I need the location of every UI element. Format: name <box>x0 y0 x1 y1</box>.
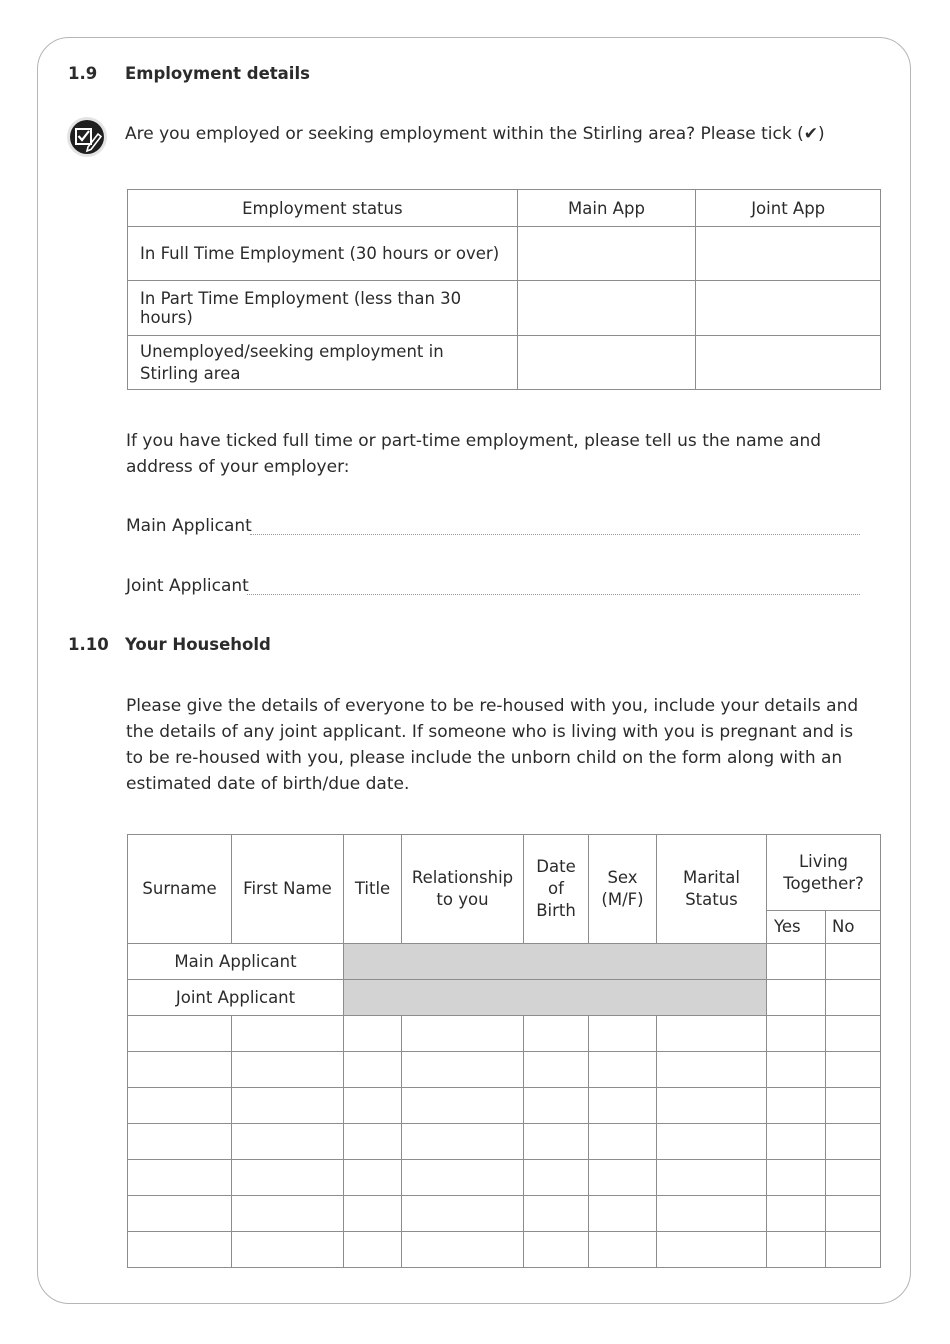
row-full-time: In Full Time Employment (30 hours or over) <box>128 227 518 281</box>
table-cell[interactable] <box>767 1160 826 1196</box>
table-cell[interactable] <box>402 1088 524 1124</box>
table-row[interactable] <box>128 1016 881 1052</box>
table-cell[interactable] <box>344 1160 402 1196</box>
main-applicant-employer-field[interactable] <box>250 534 860 535</box>
col-surname: Surname <box>128 835 232 944</box>
table-row[interactable] <box>128 1196 881 1232</box>
table-cell[interactable] <box>232 1196 344 1232</box>
row-part-time: In Part Time Employment (less than 30 hours) <box>128 281 518 336</box>
main-applicant-row-label: Main Applicant <box>128 944 344 980</box>
unemployed-main-tick[interactable] <box>517 336 696 390</box>
household-instructions: Please give the details of everyone to be re-housed with you, include your details and the details of any joint applicant. If someone who is living with you is pregnant and is to be re-housed with you, please include the unborn child on the form along with an estimated date of birth/due date. <box>126 696 859 794</box>
table-cell[interactable] <box>589 1124 657 1160</box>
section-number: 1.9 <box>68 64 98 83</box>
section-number: 1.10 <box>68 635 109 654</box>
table-cell[interactable] <box>826 1016 881 1052</box>
table-cell[interactable] <box>524 1088 589 1124</box>
col-first-name: First Name <box>232 835 344 944</box>
table-cell[interactable] <box>344 1016 402 1052</box>
tick-box-pen-icon <box>66 116 108 158</box>
table-cell[interactable] <box>657 1232 767 1268</box>
table-row[interactable] <box>128 1232 881 1268</box>
table-cell[interactable] <box>524 1124 589 1160</box>
table-cell[interactable] <box>589 1088 657 1124</box>
table-cell[interactable] <box>344 1124 402 1160</box>
table-cell[interactable] <box>524 1052 589 1088</box>
section-title: Your Household <box>125 635 271 654</box>
table-cell[interactable] <box>128 1124 232 1160</box>
table-row[interactable] <box>128 1088 881 1124</box>
col-sex: Sex (M/F) <box>589 835 657 944</box>
col-no: No <box>826 911 881 944</box>
table-cell[interactable] <box>767 1052 826 1088</box>
joint-living-yes[interactable] <box>767 980 826 1016</box>
table-row[interactable] <box>128 1160 881 1196</box>
main-applicant-label: Main Applicant <box>126 516 252 536</box>
table-cell[interactable] <box>767 1232 826 1268</box>
table-cell[interactable] <box>128 1160 232 1196</box>
table-cell[interactable] <box>657 1160 767 1196</box>
joint-applicant-row-label: Joint Applicant <box>128 980 344 1016</box>
main-living-no[interactable] <box>826 944 881 980</box>
col-date-of-birth: Date of Birth <box>524 835 589 944</box>
joint-applicant-employer-field[interactable] <box>247 594 860 595</box>
part-time-joint-tick[interactable] <box>696 281 881 336</box>
employment-status-table <box>127 189 881 390</box>
table-cell[interactable] <box>826 1196 881 1232</box>
table-cell[interactable] <box>826 1052 881 1088</box>
table-cell[interactable] <box>232 1052 344 1088</box>
table-cell[interactable] <box>767 1016 826 1052</box>
table-row <box>128 980 881 1016</box>
table-row[interactable] <box>128 1124 881 1160</box>
greyed-cell <box>344 944 767 980</box>
table-cell[interactable] <box>826 1124 881 1160</box>
table-cell[interactable] <box>657 1088 767 1124</box>
table-row <box>128 944 881 980</box>
table-cell[interactable] <box>589 1052 657 1088</box>
table-cell[interactable] <box>344 1232 402 1268</box>
table-cell[interactable] <box>344 1052 402 1088</box>
col-marital-status: Marital Status <box>657 835 767 944</box>
table-cell[interactable] <box>524 1196 589 1232</box>
col-living-together: Living Together? <box>767 835 881 911</box>
table-cell[interactable] <box>344 1088 402 1124</box>
section-title: Employment details <box>125 64 310 83</box>
table-cell[interactable] <box>402 1160 524 1196</box>
table-cell[interactable] <box>344 1196 402 1232</box>
table-cell[interactable] <box>524 1160 589 1196</box>
joint-applicant-employer-line[interactable] <box>126 576 249 596</box>
table-cell[interactable] <box>657 1016 767 1052</box>
full-time-main-tick[interactable] <box>517 227 696 281</box>
table-cell[interactable] <box>767 1124 826 1160</box>
table-cell[interactable] <box>589 1160 657 1196</box>
table-cell[interactable] <box>232 1088 344 1124</box>
table-row[interactable] <box>128 1052 881 1088</box>
table-cell[interactable] <box>232 1232 344 1268</box>
full-time-joint-tick[interactable] <box>696 227 881 281</box>
table-cell[interactable] <box>402 1124 524 1160</box>
household-table <box>127 834 881 1268</box>
table-cell[interactable] <box>589 1016 657 1052</box>
table-cell[interactable] <box>128 1016 232 1052</box>
col-main-app: Main App <box>517 190 696 227</box>
row-unemployed: Unemployed/seeking employment in Stirling area <box>128 336 518 390</box>
table-cell[interactable] <box>657 1124 767 1160</box>
table-cell[interactable] <box>767 1196 826 1232</box>
table-cell[interactable] <box>589 1232 657 1268</box>
table-cell[interactable] <box>402 1052 524 1088</box>
table-cell[interactable] <box>232 1160 344 1196</box>
col-employment-status: Employment status <box>128 190 518 227</box>
table-cell[interactable] <box>524 1016 589 1052</box>
table-cell[interactable] <box>767 1088 826 1124</box>
table-cell[interactable] <box>524 1232 589 1268</box>
table-cell[interactable] <box>232 1016 344 1052</box>
main-living-yes[interactable] <box>767 944 826 980</box>
table-cell[interactable] <box>826 1088 881 1124</box>
col-title: Title <box>344 835 402 944</box>
main-applicant-employer-line[interactable] <box>126 516 252 536</box>
table-cell[interactable] <box>128 1088 232 1124</box>
table-cell[interactable] <box>657 1052 767 1088</box>
joint-living-no[interactable] <box>826 980 881 1016</box>
table-cell[interactable] <box>826 1160 881 1196</box>
table-cell[interactable] <box>402 1232 524 1268</box>
table-cell[interactable] <box>402 1016 524 1052</box>
unemployed-joint-tick[interactable] <box>696 336 881 390</box>
part-time-main-tick[interactable] <box>517 281 696 336</box>
table-cell[interactable] <box>657 1196 767 1232</box>
table-cell[interactable] <box>402 1196 524 1232</box>
table-cell[interactable] <box>128 1196 232 1232</box>
col-joint-app: Joint App <box>696 190 881 227</box>
greyed-cell <box>344 980 767 1016</box>
col-yes: Yes <box>767 911 826 944</box>
employment-question: Are you employed or seeking employment within the Stirling area? Please tick (✔) <box>125 124 825 144</box>
col-relationship: Relationship to you <box>402 835 524 944</box>
table-cell[interactable] <box>826 1232 881 1268</box>
employer-prompt: If you have ticked full time or part-time employment, please tell us the name and address of your employer: <box>126 431 822 477</box>
table-cell[interactable] <box>128 1052 232 1088</box>
table-cell[interactable] <box>128 1232 232 1268</box>
joint-applicant-label: Joint Applicant <box>126 576 249 596</box>
table-cell[interactable] <box>589 1196 657 1232</box>
table-cell[interactable] <box>232 1124 344 1160</box>
